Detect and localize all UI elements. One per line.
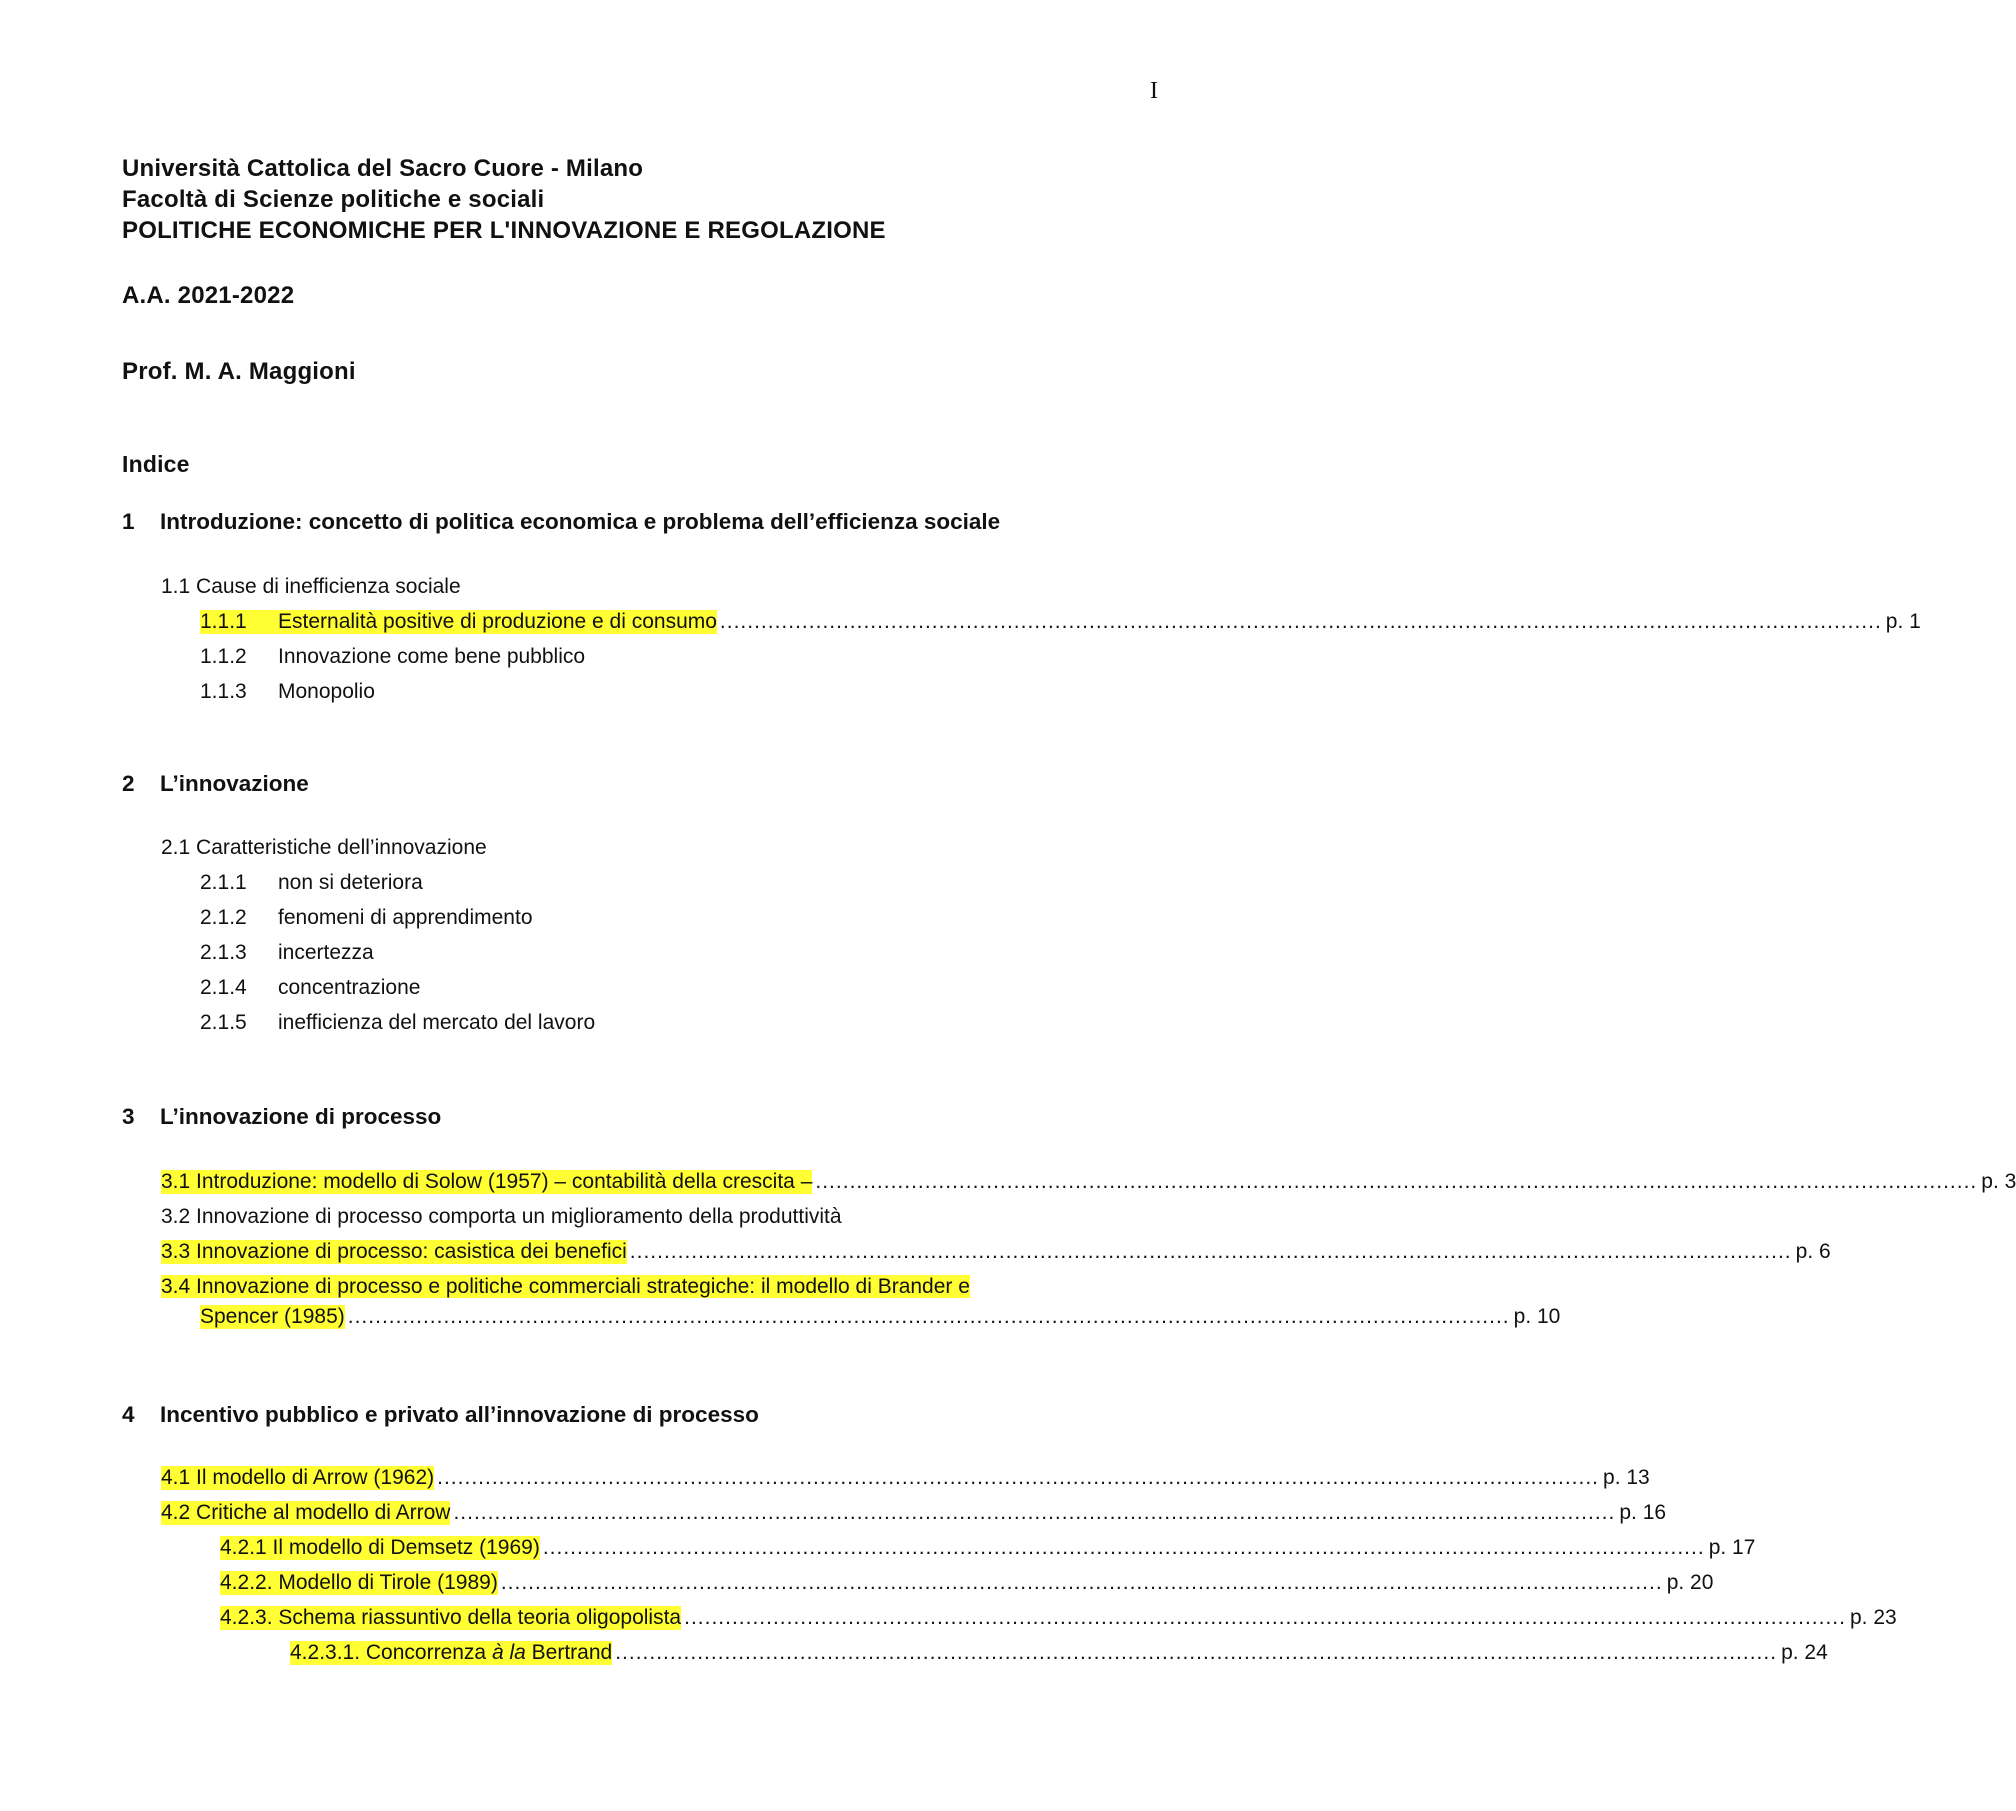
- toc-page-number: p. 13: [1603, 1466, 1650, 1489]
- toc-entry-3-3[interactable]: [161, 1240, 1831, 1264]
- dot-leader: ..........................................................................................................................................................................: [815, 1170, 1978, 1193]
- section-number: 1: [122, 509, 135, 534]
- dot-leader: ..........................................................................................................................................................................: [347, 1305, 1510, 1328]
- toc-entry-number: 1.1.2: [200, 645, 247, 668]
- section-title: L’innovazione di processo: [160, 1104, 442, 1129]
- toc-page-number: p. 3: [1981, 1170, 2016, 1193]
- toc-page-number: p. 17: [1708, 1536, 1756, 1559]
- index-title: Indice: [122, 451, 190, 477]
- toc-entry-3-4-line1[interactable]: [161, 1275, 970, 1299]
- toc-page-number: p. 6: [1795, 1240, 1831, 1263]
- toc-entry-number: 2.1.3: [200, 941, 247, 964]
- subsection-1-1: 1.1 Cause di inefficienza sociale: [161, 575, 461, 598]
- toc-entry-title: 4.2 Critiche al modello di Arrow: [161, 1501, 451, 1524]
- toc-entry-3-4-line2[interactable]: [200, 1305, 1561, 1329]
- section-number: 2: [122, 771, 135, 796]
- faculty-name: Facoltà di Scienze politiche e sociali: [122, 186, 545, 213]
- toc-entry-4-2[interactable]: [161, 1501, 1667, 1525]
- subsection-2-1: 2.1 Caratteristiche dell’innovazione: [161, 836, 487, 859]
- dot-leader: ..........................................................................................................................................................................: [719, 610, 1882, 633]
- toc-entry-title: fenomeni di apprendimento: [278, 906, 533, 929]
- toc-page-number: p. 23: [1849, 1606, 1897, 1629]
- toc-entry-title-italic: à la: [491, 1641, 526, 1664]
- toc-entry-title: 3.3 Innovazione di processo: casistica dei benefici: [161, 1240, 627, 1263]
- toc-entry-2-1-3: [200, 941, 374, 965]
- toc-entry-title-part: Bertrand: [525, 1641, 613, 1664]
- toc-entry-title: 3.4 Innovazione di processo e politiche commerciali strategiche: il modello di Brander e: [161, 1275, 970, 1298]
- toc-entry-3-2: [161, 1205, 842, 1229]
- toc-entry-title: 4.1 Il modello di Arrow (1962): [161, 1466, 435, 1489]
- dot-leader: ..........................................................................................................................................................................: [615, 1641, 1778, 1664]
- toc-entry-title: incertezza: [278, 941, 374, 964]
- toc-entry-number: 1.1.1: [200, 610, 247, 633]
- professor-name: Prof. M. A. Maggioni: [122, 358, 356, 385]
- toc-entry-number: 2.1.5: [200, 1011, 247, 1034]
- toc-entry-title: concentrazione: [278, 976, 421, 999]
- toc-entry-2-1-1: [200, 871, 423, 895]
- toc-entry-2-1-2: [200, 906, 533, 930]
- toc-entry-title: Esternalità positive di produzione e di consumo: [278, 610, 717, 633]
- toc-entry-1-1-1[interactable]: [200, 610, 1921, 634]
- section-1-heading: [122, 509, 1000, 535]
- toc-entry-number: 2.1.2: [200, 906, 247, 929]
- toc-entry-title: non si deteriora: [278, 871, 423, 894]
- university-name: Università Cattolica del Sacro Cuore - Milano: [122, 155, 644, 182]
- toc-entry-title-part: 4.2.3.1. Concorrenza: [290, 1641, 492, 1664]
- toc-entry-title: 4.2.2. Modello di Tirole (1989): [220, 1571, 498, 1594]
- toc-entry-4-2-2[interactable]: [220, 1571, 1714, 1595]
- dot-leader: ..........................................................................................................................................................................: [453, 1501, 1616, 1524]
- toc-entry-4-2-1[interactable]: [220, 1536, 1756, 1560]
- toc-entry-title: 4.2.3. Schema riassuntivo della teoria oligopolista: [220, 1606, 682, 1629]
- toc-entry-title: [290, 1641, 612, 1665]
- toc-entry-title: inefficienza del mercato del lavoro: [278, 1011, 596, 1034]
- dot-leader: ..........................................................................................................................................................................: [500, 1571, 1663, 1594]
- toc-entry-2-1-5: [200, 1011, 595, 1035]
- toc-page-number: p. 20: [1666, 1571, 1714, 1594]
- dot-leader: ..........................................................................................................................................................................: [542, 1536, 1705, 1559]
- section-4-heading: [122, 1402, 759, 1428]
- toc-page-number: p. 16: [1619, 1501, 1667, 1524]
- toc-entry-title: 4.2.1 Il modello di Demsetz (1969): [220, 1536, 540, 1559]
- toc-entry-1-1-3: [200, 680, 375, 704]
- toc-entry-title: 3.1 Introduzione: modello di Solow (1957) – contabilità della crescita –: [161, 1170, 813, 1193]
- toc-page-number: p. 1: [1885, 610, 1921, 633]
- course-title: POLITICHE ECONOMICHE PER L'INNOVAZIONE E REGOLAZIONE: [122, 217, 886, 244]
- toc-entry-2-1-4: [200, 976, 420, 1000]
- section-number: 3: [122, 1104, 135, 1129]
- academic-year: A.A. 2021-2022: [122, 282, 295, 309]
- section-2-heading: [122, 771, 309, 797]
- toc-entry-number: 1.1.3: [200, 680, 247, 703]
- section-number: 4: [122, 1402, 135, 1427]
- toc-entry-title: Innovazione come bene pubblico: [278, 645, 586, 668]
- dot-leader: ..........................................................................................................................................................................: [629, 1240, 1792, 1263]
- section-title: Introduzione: concetto di politica economica e problema dell’efficienza sociale: [160, 509, 1001, 534]
- toc-page-number: p. 24: [1781, 1641, 1828, 1664]
- dot-leader: ..........................................................................................................................................................................: [684, 1606, 1846, 1629]
- toc-page-number: p. 10: [1513, 1305, 1561, 1328]
- toc-entry-number: 2.1.1: [200, 871, 247, 894]
- toc-entry-number: 2.1.4: [200, 976, 247, 999]
- section-title: Incentivo pubblico e privato all’innovazione di processo: [160, 1402, 759, 1427]
- toc-entry-4-1[interactable]: [161, 1466, 1650, 1490]
- section-3-heading: [122, 1104, 441, 1130]
- page-number: I: [1150, 78, 1158, 104]
- toc-entry-4-2-3[interactable]: [220, 1606, 1897, 1630]
- toc-entry-title: 3.2 Innovazione di processo comporta un miglioramento della produttività: [161, 1205, 842, 1228]
- section-title: L’innovazione: [160, 771, 309, 796]
- toc-entry-1-1-2: [200, 645, 585, 669]
- toc-entry-title-continued: Spencer (1985): [200, 1305, 345, 1328]
- toc-entry-4-2-3-1[interactable]: [290, 1641, 1828, 1665]
- dot-leader: ..........................................................................................................................................................................: [437, 1466, 1600, 1489]
- toc-entry-label: [200, 610, 717, 634]
- toc-entry-title: Monopolio: [278, 680, 375, 703]
- toc-entry-3-1[interactable]: [161, 1170, 2016, 1194]
